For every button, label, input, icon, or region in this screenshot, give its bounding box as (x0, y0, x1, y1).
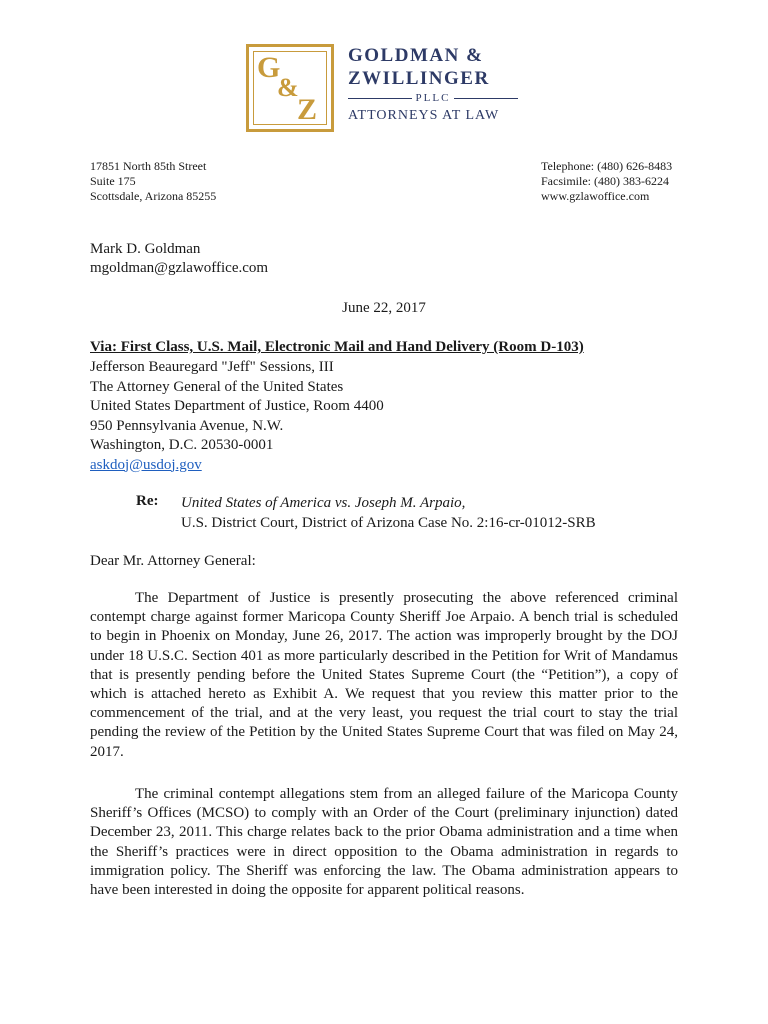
re-case-name: United States of America vs. Joseph M. Arpaio, (181, 495, 466, 511)
contact-website[interactable]: www.gzlawoffice.com (541, 189, 650, 203)
firm-logo (246, 44, 334, 132)
logo-letter-g: G (257, 51, 281, 84)
salutation: Dear Mr. Attorney General: (90, 553, 256, 569)
firm-name-line2: ZWILLINGER (348, 68, 490, 89)
recipient-email-link[interactable]: askdoj@usdoj.gov (90, 456, 202, 473)
firm-pllc (348, 91, 518, 105)
recipient-title: The Attorney General of the United States (90, 378, 344, 395)
delivery-method: Via: First Class, U.S. Mail, Electronic Mail and Hand Delivery (Room D-103) (90, 339, 584, 355)
firm-pllc-text: PLLC (415, 92, 451, 104)
re-label: Re: (136, 493, 159, 509)
sender-name: Mark D. Goldman (90, 241, 201, 257)
firm-name-line1: GOLDMAN & (348, 45, 484, 66)
address-suite: Suite 175 (90, 174, 136, 188)
firm-tagline: ATTORNEYS AT LAW (348, 108, 500, 123)
re-case-court: U.S. District Court, District of Arizona Case No. 2:16-cr-01012-SRB (181, 515, 596, 531)
contact-facsimile: Facsimile: (480) 383-6224 (541, 174, 669, 188)
sender-email[interactable]: mgoldman@gzlawoffice.com (90, 260, 269, 276)
recipient-block (90, 358, 384, 475)
recipient-street: 950 Pennsylvania Avenue, N.W. (90, 417, 284, 434)
recipient-name: Jefferson Beauregard "Jeff" Sessions, III (90, 359, 334, 375)
logo-ampersand: & (277, 73, 299, 102)
sender-block (90, 240, 268, 278)
address-city: Scottsdale, Arizona 85255 (90, 189, 217, 203)
logo-letter-z: Z (297, 93, 318, 126)
recipient-dept: United States Department of Justice, Room 4400 (90, 398, 384, 414)
firm-name-block (348, 44, 518, 124)
re-subject (181, 493, 596, 533)
contact-telephone: Telephone: (480) 626-8483 (541, 159, 673, 173)
letter-date: June 22, 2017 (342, 300, 426, 316)
firm-contact (541, 159, 672, 204)
body-paragraph-2: The criminal contempt allegations stem from an alleged failure of the Maricopa County Sheriff’s Offices (MCSO) to comply with an Order of the Court (preliminary injunction) dated December 23, 2011. This charge relates back to the prior Obama administration and a time when the Sheriff’s practices were in direct opposition to the Obama administration in regards to immigration policy. The Sheriff was enforcing the law. The Obama administration appears to have been interested in doing the opposite for apparent political reasons. (90, 786, 678, 899)
firm-address (90, 159, 216, 204)
recipient-city: Washington, D.C. 20530-0001 (90, 437, 274, 453)
address-street: 17851 North 85th Street (90, 159, 207, 173)
body-paragraph-1: The Department of Justice is presently prosecuting the above referenced criminal contempt charge against former Maricopa County Sheriff Joe Arpaio. A bench trial is scheduled to begin in Phoenix on Monday, June 26, 2017. The action was improperly brought by the DOJ under 18 U.S.C. Section 401 as more particularly described in the Petition for Writ of Mandamus that is presently pending before the United States Supreme Court (the “Petition”), a copy of which is attached hereto as Exhibit A. We request that you review this matter prior to the commencement of the trial, and at the very least, you request the trial court to stay the trial pending the review of the Petition by the United States Supreme Court that was filed on May 24, 2017. (90, 590, 678, 760)
